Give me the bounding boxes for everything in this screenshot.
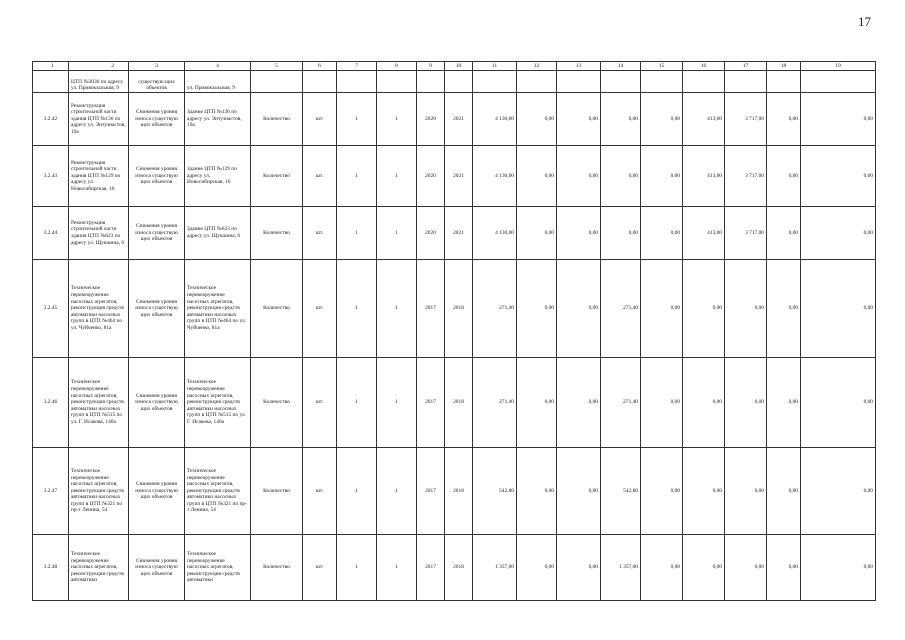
cost-cell: 3 717,00 (725, 93, 767, 146)
project-name-cell: Техническое перевооружение насосных агрегатов, реконструкция средств автоматики (69, 535, 129, 601)
value-cell: 1 (377, 448, 417, 535)
header-cell: 3 (129, 62, 185, 71)
cost-cell: 0,00 (801, 535, 876, 601)
header-cell: 12 (517, 62, 557, 71)
cost-cell: 0,00 (557, 260, 601, 358)
total-cost-cell: 4 130,00 (473, 146, 517, 207)
cost-cell: 0,00 (683, 448, 725, 535)
investment-program-table (32, 61, 876, 601)
header-cell: 16 (683, 62, 725, 71)
cost-cell: 3 717,00 (725, 146, 767, 207)
cost-cell: 0,00 (725, 535, 767, 601)
project-name-cell: ЦТП №3036 по адресу ул. Привокзальная, 9 (69, 71, 129, 93)
object-description-cell: Техническое перевооружение насосных агрегатов, реконструкция средств автоматики насосных групп в ЦТП №464 по ул. Чуйченко, 81а (185, 260, 251, 358)
value-cell: 1 (337, 260, 377, 358)
indicator-cell: Количество (251, 146, 303, 207)
cost-cell: 0,00 (801, 260, 876, 358)
project-name-cell: Техническое перевооружение насосных агрегатов, реконструкция средств автоматики насосных групп в ЦТП №515 по ул. Г. Исакова, 140а (69, 358, 129, 448)
total-cost-cell: 1 357,00 (473, 535, 517, 601)
row-number-cell: 3.2.48 (33, 535, 69, 601)
start-year-cell: 2020 (417, 207, 445, 260)
object-description-cell: ул. Привокзальная, 9 (185, 71, 251, 93)
start-year-cell: 2020 (417, 146, 445, 207)
project-goal-cell: Снижения уровня износа существую щих объектов (129, 93, 185, 146)
cost-cell: 0,00 (801, 93, 876, 146)
object-description-cell: Техническое перевооружение насосных агрегатов, реконструкция средств автоматики (185, 535, 251, 601)
cost-cell: 271,40 (601, 358, 641, 448)
cost-cell (683, 71, 725, 93)
start-year-cell: 2020 (417, 93, 445, 146)
header-cell: 10 (445, 62, 473, 71)
cost-cell: 0,00 (557, 93, 601, 146)
project-name-cell: Техническое перевооружение насосных агрегатов, реконструкция средств автоматики насосных групп в ЦТП №321 по пр-т Ленина, 54 (69, 448, 129, 535)
cost-cell: 0,00 (801, 146, 876, 207)
end-year-cell: 2021 (445, 146, 473, 207)
indicator-cell (251, 71, 303, 93)
value-cell: 1 (337, 535, 377, 601)
row-number-cell: 3.2.43 (33, 146, 69, 207)
row-number-cell (33, 71, 69, 93)
header-cell: 5 (251, 62, 303, 71)
unit-cell: шт. (303, 93, 337, 146)
cost-cell: 0,00 (641, 146, 683, 207)
column-number-header-row (33, 62, 876, 71)
cost-cell: 0,00 (517, 260, 557, 358)
cost-cell: 0,00 (517, 535, 557, 601)
header-cell: 11 (473, 62, 517, 71)
indicator-cell: Количество (251, 260, 303, 358)
indicator-cell: Количество (251, 358, 303, 448)
value-cell: 1 (377, 535, 417, 601)
cost-cell: 0,00 (683, 358, 725, 448)
cost-cell: 271,40 (601, 260, 641, 358)
object-description-cell: Техническое перевооружение насосных агрегатов, реконструкция средств автоматики насосных групп в ЦТП №321 по пр-т Ленина, 54 (185, 448, 251, 535)
cost-cell: 3 717,00 (725, 207, 767, 260)
cost-cell: 0,00 (767, 260, 801, 358)
cost-cell: 0,00 (641, 448, 683, 535)
cost-cell: 0,00 (557, 358, 601, 448)
row-number-cell: 3.2.45 (33, 260, 69, 358)
table-row (33, 260, 876, 358)
indicator-cell: Количество (251, 207, 303, 260)
cost-cell (601, 71, 641, 93)
cost-cell: 0,00 (601, 207, 641, 260)
object-description-cell: Здание ЦТП №129 по адресу ул. Новосибирская, 16 (185, 146, 251, 207)
cost-cell: 0,00 (767, 146, 801, 207)
cost-cell: 0,00 (725, 260, 767, 358)
cost-cell (557, 71, 601, 93)
object-description-cell: Здание ЦТП №623 по адресу ул. Щукшина, 6 (185, 207, 251, 260)
cost-cell: 0,00 (517, 93, 557, 146)
unit-cell: шт. (303, 207, 337, 260)
cost-cell: 1 357,00 (601, 535, 641, 601)
cost-cell: 0,00 (641, 207, 683, 260)
table-row (33, 93, 876, 146)
header-cell: 15 (641, 62, 683, 71)
cost-cell: 413,00 (683, 146, 725, 207)
cost-cell: 0,00 (557, 207, 601, 260)
end-year-cell (445, 71, 473, 93)
header-cell: 19 (801, 62, 876, 71)
value-cell (337, 71, 377, 93)
header-cell: 7 (337, 62, 377, 71)
cost-cell: 0,00 (683, 260, 725, 358)
cost-cell: 0,00 (801, 207, 876, 260)
cost-cell: 0,00 (767, 448, 801, 535)
row-number-cell: 3.2.44 (33, 207, 69, 260)
table-row (33, 535, 876, 601)
indicator-cell: Количество (251, 93, 303, 146)
cost-cell: 0,00 (801, 358, 876, 448)
cost-cell: 542,80 (601, 448, 641, 535)
unit-cell: шт. (303, 146, 337, 207)
table-row (33, 71, 876, 93)
cost-cell (517, 71, 557, 93)
end-year-cell: 2018 (445, 535, 473, 601)
total-cost-cell: 271,40 (473, 260, 517, 358)
end-year-cell: 2021 (445, 207, 473, 260)
unit-cell: шт. (303, 448, 337, 535)
object-description-cell: Техническое перевооружение насосных агрегатов, реконструкция средств автоматики насосных групп в ЦТП №515 по ул. Г. Исакова, 140а (185, 358, 251, 448)
cost-cell: 0,00 (517, 207, 557, 260)
total-cost-cell: 4 130,00 (473, 207, 517, 260)
cost-cell: 0,00 (557, 448, 601, 535)
project-goal-cell: Снижения уровня износа существую щих объектов (129, 207, 185, 260)
header-cell: 14 (601, 62, 641, 71)
cost-cell (801, 71, 876, 93)
project-goal-cell: Снижения уровня износа существую щих объектов (129, 260, 185, 358)
cost-cell: 413,00 (683, 93, 725, 146)
value-cell: 1 (337, 146, 377, 207)
cost-cell: 0,00 (767, 93, 801, 146)
indicator-cell: Количество (251, 535, 303, 601)
end-year-cell: 2018 (445, 448, 473, 535)
cost-cell: 0,00 (641, 535, 683, 601)
end-year-cell: 2021 (445, 93, 473, 146)
cost-cell (767, 71, 801, 93)
indicator-cell: Количество (251, 448, 303, 535)
row-number-cell: 3.2.46 (33, 358, 69, 448)
value-cell: 1 (377, 93, 417, 146)
project-goal-cell: Снижения уровня износа существую щих объектов (129, 448, 185, 535)
cost-cell (641, 71, 683, 93)
cost-cell: 0,00 (601, 146, 641, 207)
total-cost-cell: 271,40 (473, 358, 517, 448)
cost-cell: 413,00 (683, 207, 725, 260)
cost-cell: 0,00 (641, 93, 683, 146)
value-cell (377, 71, 417, 93)
project-name-cell: Реконструкция строительной части здания ЦТП №129 по адресу ул. Новосибирская, 16 (69, 146, 129, 207)
project-goal-cell: существую щих объектов (129, 71, 185, 93)
start-year-cell: 2017 (417, 260, 445, 358)
value-cell: 1 (377, 358, 417, 448)
value-cell: 1 (377, 207, 417, 260)
header-cell: 6 (303, 62, 337, 71)
cost-cell: 0,00 (683, 535, 725, 601)
cost-cell: 0,00 (641, 260, 683, 358)
value-cell: 1 (337, 358, 377, 448)
header-cell: 4 (185, 62, 251, 71)
cost-cell: 0,00 (725, 358, 767, 448)
cost-cell: 0,00 (801, 448, 876, 535)
header-cell: 17 (725, 62, 767, 71)
header-cell: 2 (69, 62, 129, 71)
cost-cell: 0,00 (767, 358, 801, 448)
unit-cell (303, 71, 337, 93)
cost-cell: 0,00 (767, 207, 801, 260)
value-cell: 1 (337, 207, 377, 260)
project-name-cell: Реконструкция строительной части здания ЦТП №623 по адресу ул. Щукшина, 6 (69, 207, 129, 260)
cost-cell: 0,00 (641, 358, 683, 448)
cost-cell: 0,00 (601, 93, 641, 146)
table-row (33, 146, 876, 207)
row-number-cell: 3.2.42 (33, 93, 69, 146)
header-cell: 9 (417, 62, 445, 71)
end-year-cell: 2018 (445, 358, 473, 448)
object-description-cell: Здание ЦТП №136 по адресу ул. Энтузиастов, 19а (185, 93, 251, 146)
project-name-cell: Техническое перевооружение насосных агрегатов, реконструкция средств автоматики насосных групп в ЦТП №464 по ул. Чуйченко, 81а (69, 260, 129, 358)
page-number: 17 (858, 14, 871, 29)
total-cost-cell: 542,80 (473, 448, 517, 535)
start-year-cell (417, 71, 445, 93)
cost-cell: 0,00 (517, 358, 557, 448)
header-cell: 18 (767, 62, 801, 71)
header-cell: 1 (33, 62, 69, 71)
project-goal-cell: Снижения уровня износа существую щих объектов (129, 535, 185, 601)
unit-cell: шт. (303, 535, 337, 601)
unit-cell: шт. (303, 358, 337, 448)
value-cell: 1 (377, 260, 417, 358)
value-cell: 1 (337, 93, 377, 146)
table-row (33, 358, 876, 448)
value-cell: 1 (377, 146, 417, 207)
cost-cell (725, 71, 767, 93)
start-year-cell: 2017 (417, 448, 445, 535)
cost-cell: 0,00 (725, 448, 767, 535)
header-cell: 8 (377, 62, 417, 71)
start-year-cell: 2017 (417, 535, 445, 601)
end-year-cell: 2018 (445, 260, 473, 358)
cost-cell: 0,00 (517, 146, 557, 207)
cost-cell: 0,00 (557, 146, 601, 207)
project-goal-cell: Снижения уровня износа существую щих объектов (129, 358, 185, 448)
total-cost-cell: 4 130,00 (473, 93, 517, 146)
table-row (33, 448, 876, 535)
cost-cell: 0,00 (767, 535, 801, 601)
cost-cell: 0,00 (557, 535, 601, 601)
value-cell: 1 (337, 448, 377, 535)
header-cell: 13 (557, 62, 601, 71)
unit-cell: шт. (303, 260, 337, 358)
start-year-cell: 2017 (417, 358, 445, 448)
project-name-cell: Реконструкция строительной части здания ЦТП №136 по адресу ул. Энтузиастов, 19а (69, 93, 129, 146)
cost-cell: 0,00 (517, 448, 557, 535)
table-row (33, 207, 876, 260)
project-goal-cell: Снижения уровня износа существую щих объектов (129, 146, 185, 207)
row-number-cell: 3.2.47 (33, 448, 69, 535)
total-cost-cell (473, 71, 517, 93)
